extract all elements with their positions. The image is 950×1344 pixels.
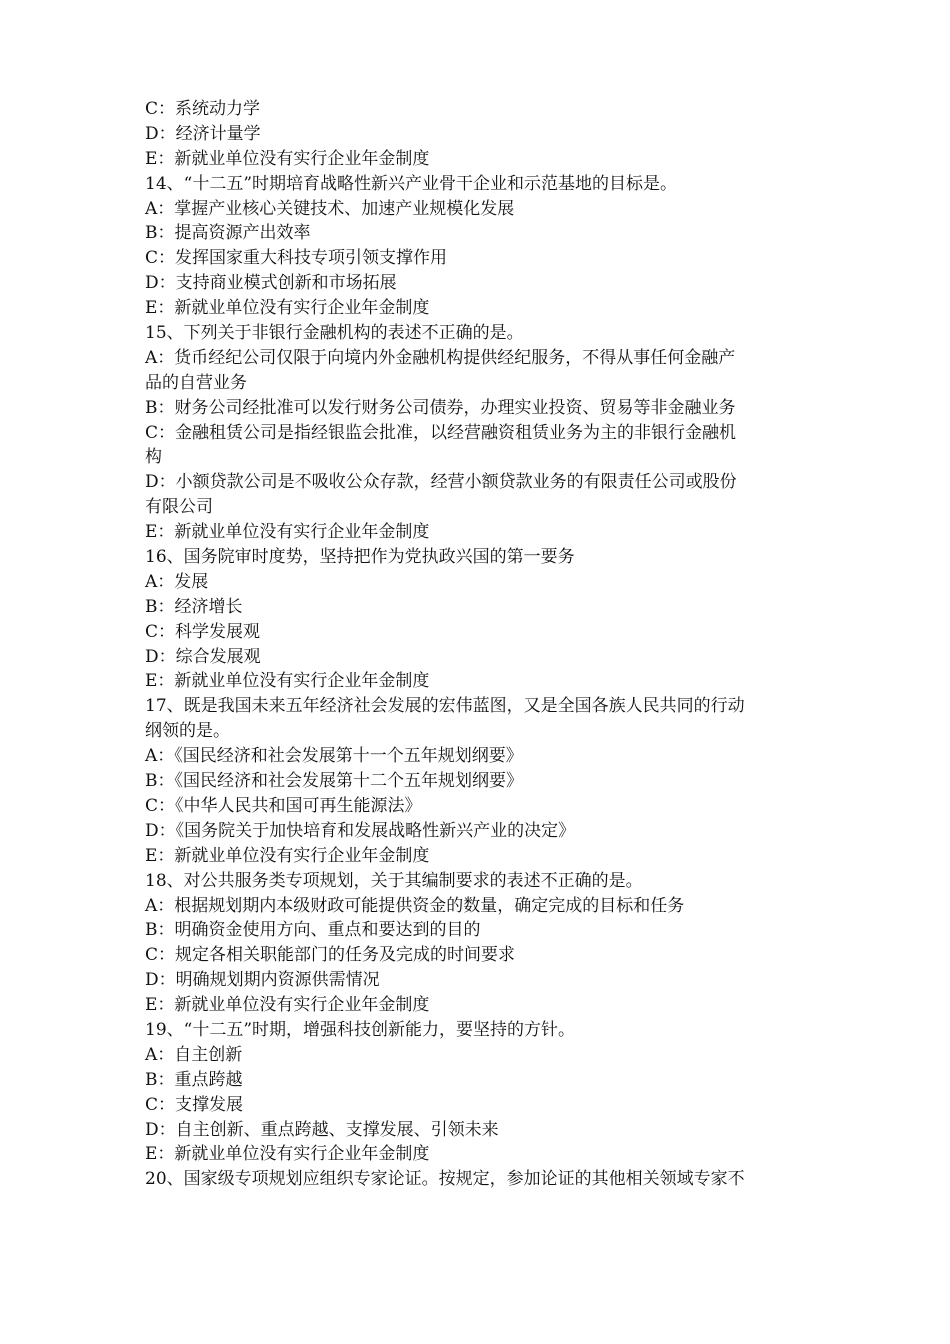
text-line: A：货币经纪公司仅限于向境内外金融机构提供经纪服务，不得从事任何金融产: [145, 347, 736, 368]
text-line: A：发展: [145, 571, 209, 592]
text-line: 有限公司: [145, 497, 213, 518]
text-line: E：新就业单位没有实行企业年金制度: [145, 845, 430, 866]
text-line: D：《国务院关于加快培育和发展战略性新兴产业的决定》: [145, 820, 576, 841]
document-body: [145, 97, 815, 1192]
text-line: D：明确规划期内资源供需情况: [145, 970, 380, 991]
text-line: A：掌握产业核心关键技术、加速产业规模化发展: [145, 198, 515, 219]
text-line: D：综合发展观: [145, 646, 261, 667]
text-line: C：《中华人民共和国可再生能源法》: [145, 795, 422, 816]
text-line: D：自主创新、重点跨越、支撑发展、引领未来: [145, 1119, 499, 1140]
text-line: C：发挥国家重大科技专项引领支撑作用: [145, 248, 448, 269]
text-line: B：财务公司经批准可以发行财务公司债券，办理实业投资、贸易等非金融业务: [145, 397, 736, 418]
text-line: E：新就业单位没有实行企业年金制度: [145, 298, 430, 319]
text-line: E：新就业单位没有实行企业年金制度: [145, 148, 430, 169]
text-line: C：科学发展观: [145, 621, 261, 642]
text-line: C：规定各相关职能部门的任务及完成的时间要求: [145, 945, 516, 966]
text-line: D：支持商业模式创新和市场拓展: [145, 273, 397, 294]
text-line: 14、“十二五”时期培育战略性新兴产业骨干企业和示范基地的目标是。: [145, 173, 678, 194]
text-line: B：重点跨越: [145, 1069, 243, 1090]
text-line: D：小额贷款公司是不吸收公众存款，经营小额贷款业务的有限责任公司或股份: [145, 472, 737, 493]
text-line: E：新就业单位没有实行企业年金制度: [145, 995, 430, 1016]
text-line: 构: [145, 447, 162, 468]
text-line: C：支撑发展: [145, 1094, 244, 1115]
text-line: B：明确资金使用方向、重点和要达到的目的: [145, 920, 481, 941]
text-line: 17、既是我国未来五年经济社会发展的宏伟蓝图，又是全国各族人民共同的行动: [145, 696, 745, 717]
text-line: A：自主创新: [145, 1044, 243, 1065]
text-line: E：新就业单位没有实行企业年金制度: [145, 522, 430, 543]
text-line: A：根据规划期内本级财政可能提供资金的数量，确定完成的目标和任务: [145, 895, 685, 916]
text-line: B：提高资源产出效率: [145, 223, 311, 244]
text-line: 19、“十二五”时期，增强科技创新能力，要坚持的方针。: [145, 1019, 576, 1040]
text-line: E：新就业单位没有实行企业年金制度: [145, 1144, 430, 1165]
text-line: C：金融租赁公司是指经银监会批准，以经营融资租赁业务为主的非银行金融机: [145, 422, 737, 443]
text-line: A：《国民经济和社会发展第十一个五年规划纲要》: [145, 746, 523, 767]
text-line: 16、国务院审时度势，坚持把作为党执政兴国的第一要务: [145, 547, 575, 568]
text-line: 20、国家级专项规划应组织专家论证。按规定，参加论证的其他相关领域专家不: [145, 1169, 745, 1190]
text-line: B：《国民经济和社会发展第十二个五年规划纲要》: [145, 771, 523, 792]
text-line: 纲领的是。: [145, 721, 230, 742]
text-line: E：新就业单位没有实行企业年金制度: [145, 671, 430, 692]
text-line: B：经济增长: [145, 596, 243, 617]
text-line: 品的自营业务: [145, 372, 247, 393]
text-line: 18、对公共服务类专项规划，关于其编制要求的表述不正确的是。: [145, 870, 643, 891]
text-line: D：经济计量学: [145, 123, 261, 144]
text-line: C：系统动力学: [145, 99, 261, 119]
text-line: 15、下列关于非银行金融机构的表述不正确的是。: [145, 323, 524, 344]
